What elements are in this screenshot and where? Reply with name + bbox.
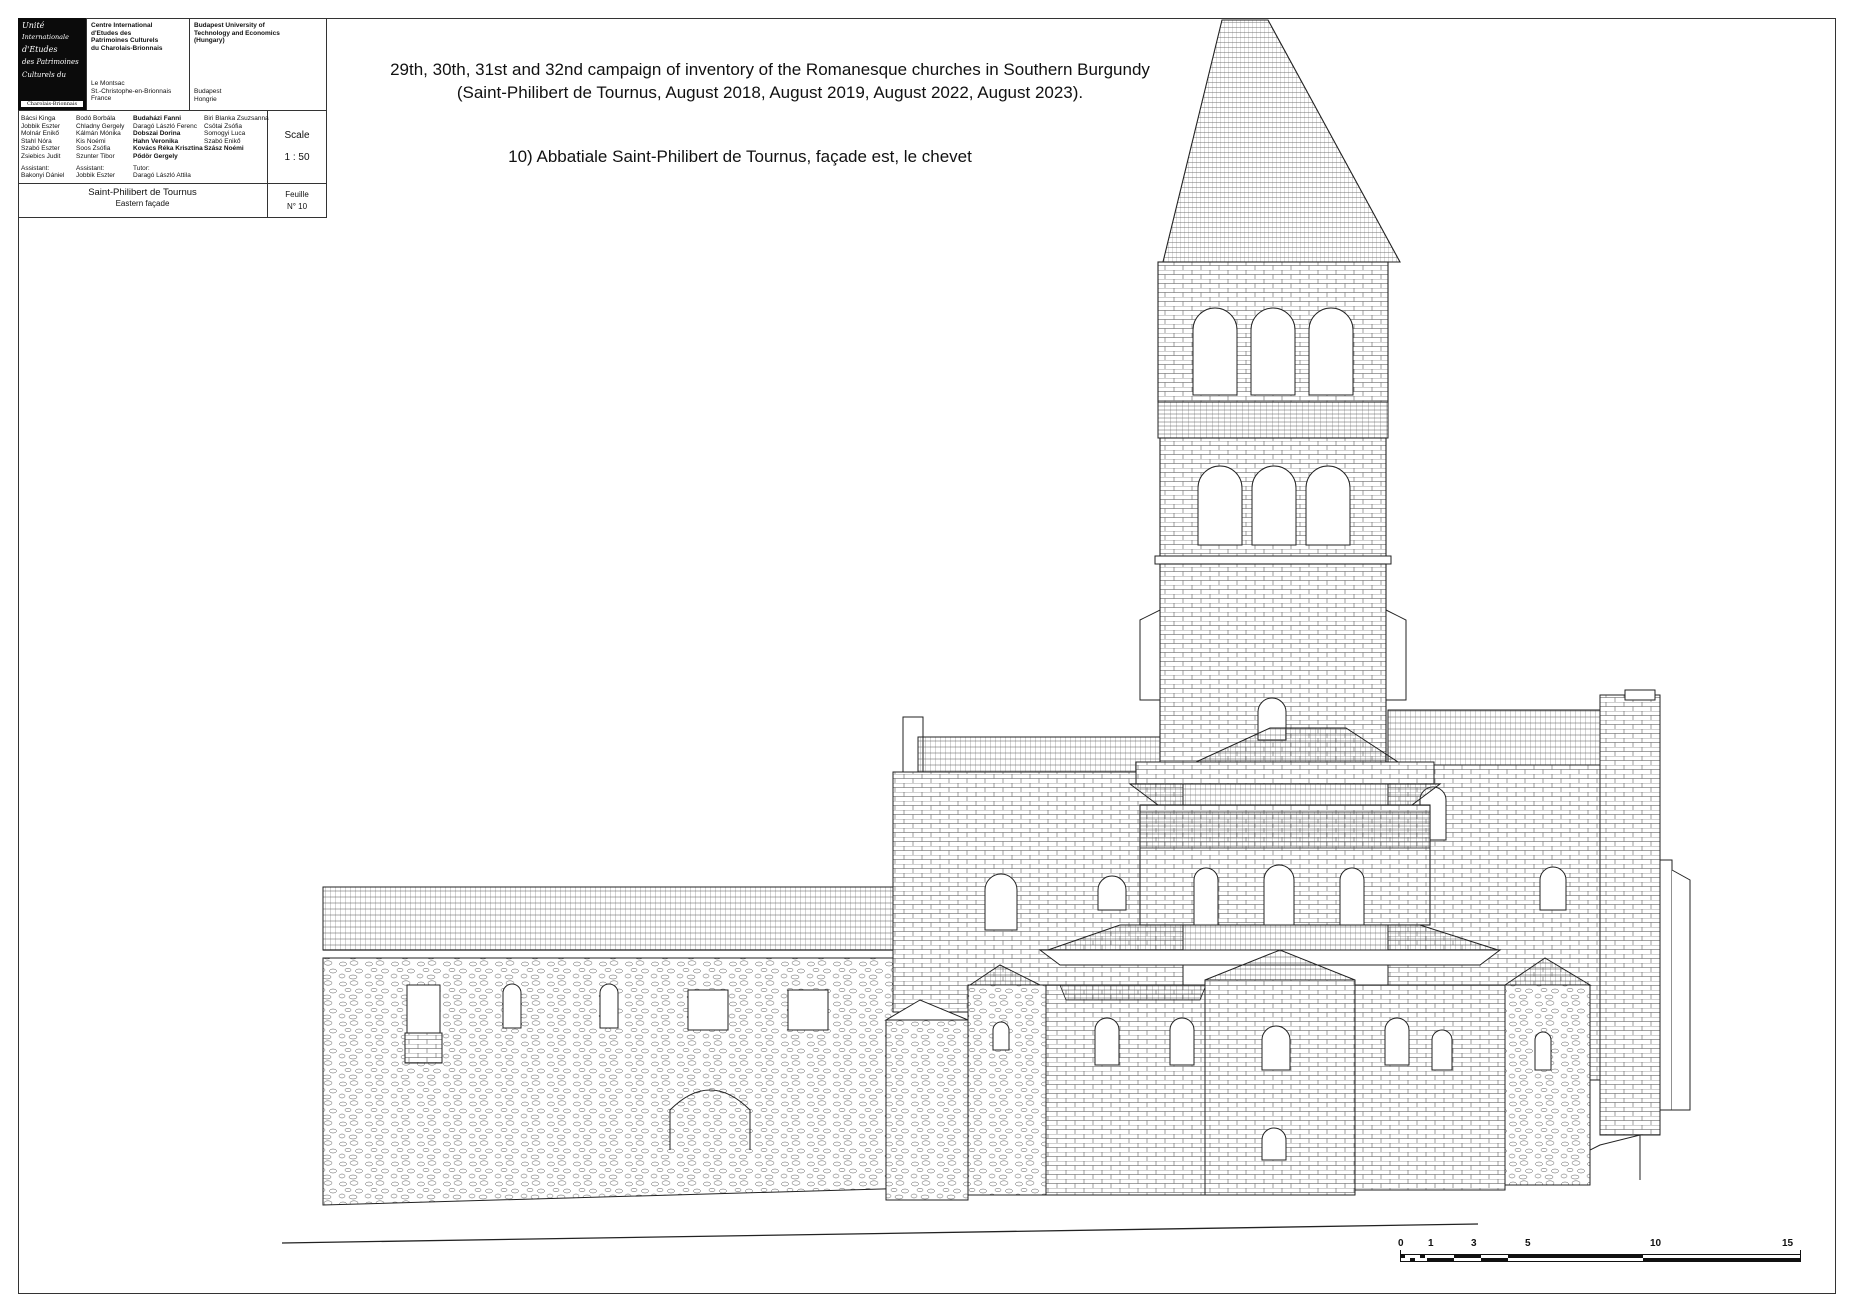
- team-column-4: Biri Blanka Zsuzsanna Csötai Zsófia Somogyi Luca Szabó Enikő Szász Noémi: [204, 115, 269, 153]
- scale-bar-label-5: 5: [1525, 1238, 1531, 1249]
- scale-value: 1 : 50: [284, 152, 310, 163]
- sheet-subtitle: Eastern façade: [115, 199, 170, 208]
- left-wing-window: [407, 985, 440, 1033]
- scale-label: Scale: [284, 130, 310, 141]
- scale-bar-label-1: 1: [1428, 1238, 1434, 1249]
- tower-spire: [1163, 20, 1400, 262]
- partner2-name: Budapest University of Technology and Economics (Hungary): [194, 22, 280, 45]
- scale-bar-label-0: 0: [1398, 1238, 1404, 1249]
- sheet-title: Saint-Philibert de Tournus: [88, 187, 197, 198]
- axial-chapel: [1205, 980, 1355, 1195]
- feuille-number: N° 10: [286, 202, 308, 211]
- chapel-right: [1505, 985, 1590, 1185]
- campaign-heading: 29th, 30th, 31st and 32nd campaign of inventory of the Romanesque churches in Southern Burgundy (Saint-Philibert de Tournus, August 2018, August 2019, August 2022, August 2023).: [390, 60, 1150, 102]
- belfry-arches-upper: [1193, 308, 1353, 395]
- scale-bar-label-10: 10: [1650, 1238, 1662, 1249]
- left-wing-grille: [405, 1033, 442, 1063]
- graphic-scale-bar: [1400, 1250, 1810, 1270]
- belfry-arches-lower: [1198, 466, 1350, 545]
- ground-line: [282, 1224, 1478, 1243]
- left-wing-arched-window: [503, 984, 521, 1028]
- nave-roof-right: [1388, 710, 1600, 765]
- buttress-right: [1600, 695, 1660, 1135]
- feuille-label: Feuille: [285, 190, 309, 199]
- scale-bar-label-15: 15: [1782, 1238, 1794, 1249]
- apse-roof: [1048, 925, 1498, 950]
- scale-bar-label-3: 3: [1471, 1238, 1477, 1249]
- partner1-name: Centre International d'Etudes des Patrimoines Culturels du Charolais-Brionnais: [91, 22, 163, 52]
- team-column-3: Budaházi Fanni Daragó László Ferenc Dobszai Dorina Hahn Veronika Kovács Réka Krisztina Pődör Gergely Tutor: Daragó László Attila: [133, 115, 203, 180]
- lantern-roof: [1130, 784, 1440, 805]
- team-column-1: Bácsi Kinga Jobbik Eszter Molnár Enikő Stahl Nóra Szabó Eszter Zsiebics Judit Assistant: Bakonyi Dániel: [21, 115, 65, 180]
- nave-roof-left: [918, 737, 1160, 772]
- partner1-address: Le Montsac St.-Christophe-en-Brionnais France: [91, 80, 172, 103]
- team-column-2: Bodó Borbála Chladny Gergely Kálmán Mónika Kis Noémi Soos Zsófia Szunter Tibor Assistant: Jobbik Eszter: [76, 115, 125, 180]
- institute-logo: Unité Internationale d'Études des Patrimoines Culturels du Charolais-Brionnais: [18, 18, 86, 110]
- partner2-address: Budapest Hongrie: [194, 88, 222, 103]
- left-wing-roof: [323, 887, 918, 950]
- radiating-chapel-right: [1355, 985, 1505, 1190]
- radiating-chapel-left: [1046, 985, 1206, 1195]
- chapel-left: [968, 985, 1046, 1195]
- drawing-subtitle: 10) Abbatiale Saint-Philibert de Tournus, façade est, le chevet: [508, 147, 972, 166]
